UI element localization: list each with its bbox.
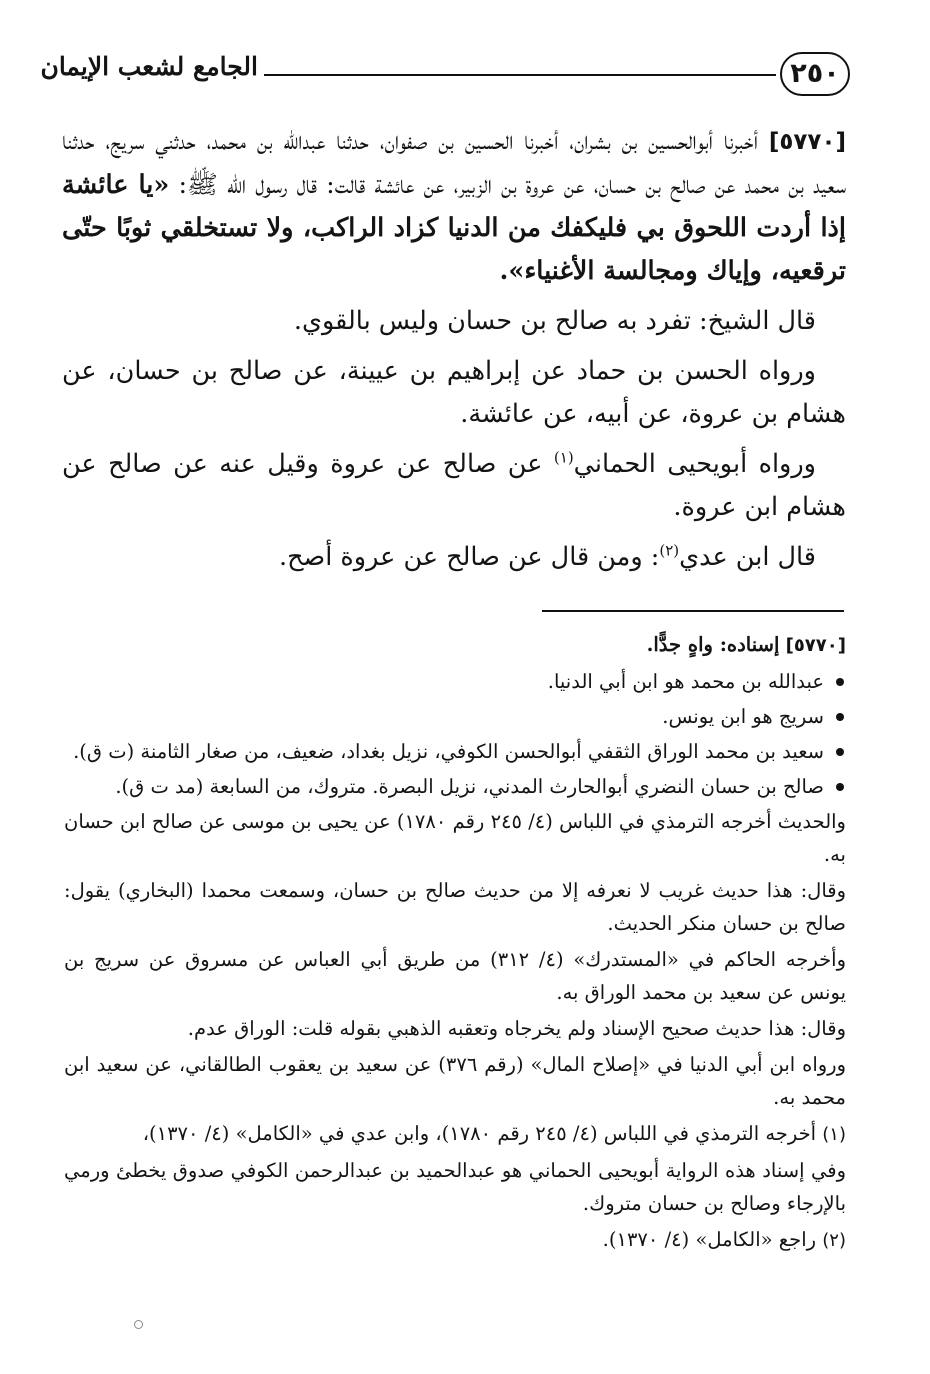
narrator-item bbox=[64, 770, 846, 803]
footnote-2-number: (٢) bbox=[822, 1230, 846, 1251]
narrator-text: صالح بن حسان النضري أبوالحارث المدني، نزيل البصرة. متروك، من السابعة (مد ت ق). bbox=[115, 775, 824, 798]
footnote-ref-2: (٢) bbox=[659, 541, 680, 560]
notes-separator bbox=[542, 610, 844, 612]
takhrij-paragraph: وقال: هذا حديث صحيح الإسناد ولم يخرجاه وتعقبه الذهبي بقوله قلت: الوراق عدم. bbox=[187, 1017, 846, 1040]
takhrij-paragraph: والحديث أخرجه الترمذي في اللباس (٤/ ٢٤٥ رقم ١٧٨٠) عن يحيى بن موسى عن صالح ابن حسان به. bbox=[64, 810, 846, 866]
scan-speck bbox=[134, 1320, 143, 1329]
narrator-text: عبدالله بن محمد هو ابن أبي الدنيا. bbox=[547, 670, 824, 693]
page-header bbox=[40, 50, 850, 102]
footnote-1 bbox=[64, 1117, 846, 1151]
footnote-ref-1: (١) bbox=[553, 448, 574, 467]
page-number-badge: ٢٥٠ bbox=[780, 52, 850, 96]
narration-3-end: عن صالح عن عروة وقيل عنه عن صالح عن هشام ابن عروة. bbox=[62, 449, 846, 522]
hadith-isnad: أخبرنا أبوالحسين بن بشران، أخبرنا الحسين بن صفوان، حدثنا عبدالله بن محمد، حدثني سريج، حدثنا سعيد بن محمد عن صالح بن حسان، عن عروة بن الزبير، عن عائشة قالت: قال رسول الله ﷺ: bbox=[62, 126, 847, 200]
narrator-item bbox=[64, 665, 846, 698]
footnote-2 bbox=[64, 1223, 846, 1257]
book-title: الجامع لشعب الإيمان bbox=[40, 52, 258, 81]
narrator-item bbox=[64, 735, 846, 768]
hadith-matn: «يا عائشة إذا أردت اللحوق بي فليكفك من الدنيا كزاد الراكب، ولا تستخلقي ثوبًا حتّى ترقعيه، وإياك ومجالسة الأغنياء». bbox=[62, 170, 846, 286]
hadith-number: [٥٧٧٠] bbox=[768, 129, 847, 155]
footnote-1-number: (١) bbox=[822, 1124, 846, 1145]
narrator-list bbox=[64, 665, 846, 803]
footnote-1-continuation: وفي إسناد هذه الرواية أبويحيى الحماني هو عبدالحميد بن عبدالرحمن الكوفي صدوق يخطئ ورمي بالإرجاء وصالح بن حسان متروك. bbox=[64, 1159, 846, 1215]
grade-hadith-number: [٥٧٧٠] bbox=[785, 635, 846, 656]
bullet-icon bbox=[836, 678, 844, 686]
hadith-paragraph bbox=[62, 120, 846, 293]
footnotes bbox=[64, 1117, 846, 1257]
ibn-adi-start: قال ابن عدي bbox=[679, 542, 816, 572]
takhrij-paragraph: وقال: هذا حديث غريب لا نعرفه إلا من حديث صالح بن حسان، وسمعت محمدا (البخاري) يقول: صالح بن حسان منكر الحديث. bbox=[64, 879, 846, 935]
notes-section bbox=[64, 628, 846, 1260]
narration-paragraph-2: ورواه الحسن بن حماد عن إبراهيم بن عيينة، عن صالح بن حسان، عن هشام بن عروة، عن أبيه، عن عائشة. bbox=[62, 356, 846, 429]
bullet-icon bbox=[836, 748, 844, 756]
bullet-icon bbox=[836, 783, 844, 791]
ibn-adi-comment bbox=[62, 536, 846, 579]
grade-text: إسناده: واهٍ جدًّا. bbox=[646, 633, 780, 656]
header-rule bbox=[264, 74, 776, 76]
takhrij-paragraph: وأخرجه الحاكم في «المستدرك» (٤/ ٣١٢) من طريق أبي العباس عن مسروق عن سريج بن يونس عن سعيد بن محمد الوراق به. bbox=[64, 948, 847, 1004]
footnote-1-line1: أخرجه الترمذي في اللباس (٤/ ٢٤٥ رقم ١٧٨٠)، وابن عدي في «الكامل» (٤/ ١٣٧٠)، bbox=[142, 1122, 817, 1145]
bullet-icon bbox=[836, 713, 844, 721]
narration-paragraph-3 bbox=[62, 443, 846, 529]
narrator-text: سعيد بن محمد الوراق الثقفي أبوالحسن الكوفي، نزيل بغداد، ضعيف، من صغار الثامنة (ت ق). bbox=[73, 740, 824, 763]
sheikh-comment: قال الشيخ: تفرد به صالح بن حسان وليس بالقوي. bbox=[293, 306, 816, 336]
grade-line bbox=[64, 628, 846, 662]
narration-3-start: ورواه أبويحيى الحماني bbox=[573, 449, 816, 479]
ibn-adi-end: : ومن قال عن صالح عن عروة أصح. bbox=[278, 542, 660, 572]
narrator-item bbox=[64, 700, 846, 733]
takhrij-paragraph: ورواه ابن أبي الدنيا في «إصلاح المال» (رقم ٣٧٦) عن سعيد بن يعقوب الطالقاني، عن سعيد ابن محمد به. bbox=[64, 1053, 847, 1109]
main-text bbox=[62, 120, 846, 586]
narrator-text: سريج هو ابن يونس. bbox=[662, 705, 824, 728]
footnote-2-text: راجع «الكامل» (٤/ ١٣٧٠). bbox=[602, 1228, 817, 1251]
